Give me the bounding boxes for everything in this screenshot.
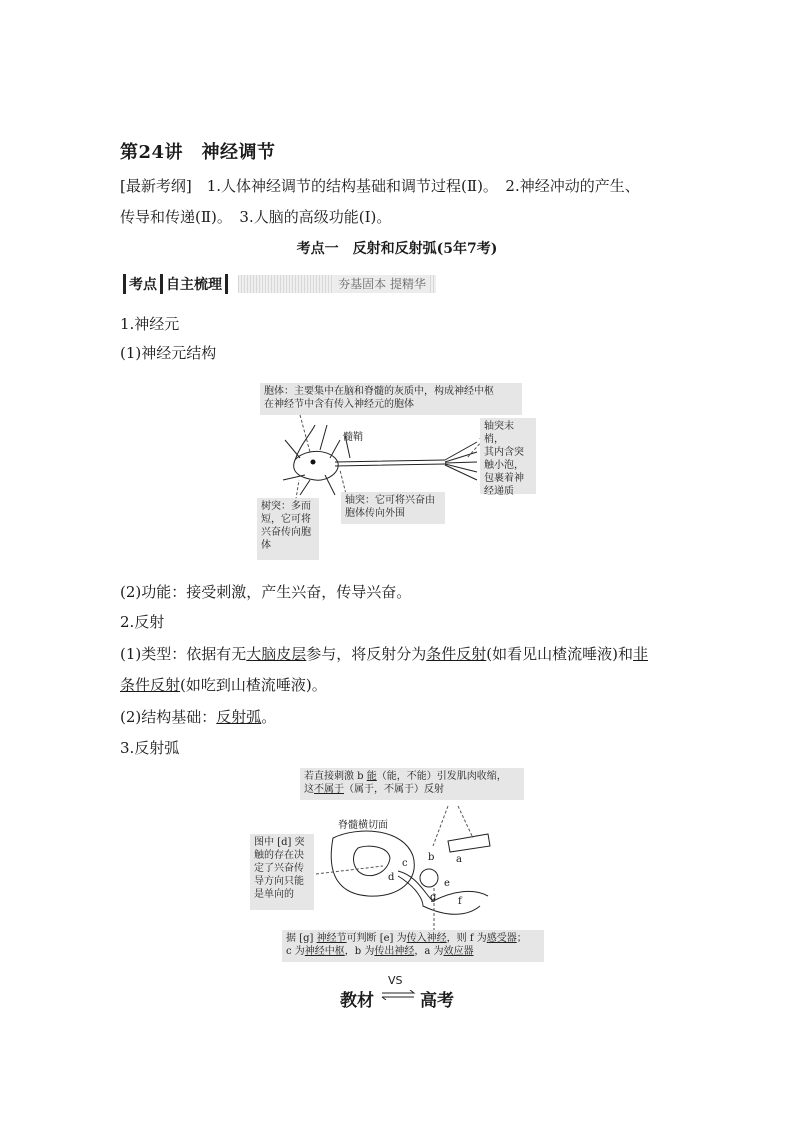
underlined-answer: 条件反射 [120,676,181,694]
letter-e: e [444,878,450,889]
letter-f: f [458,896,462,907]
terminal-line: 轴突末梢， [484,421,514,445]
terminal-line: 经递质 [484,486,514,497]
underlined-answer: 不属于 [314,784,344,795]
s3-heading: 3.反射弧 [120,739,180,757]
section-bar-tag: 夯基固本 提精华 [334,275,430,293]
underlined-answer: 非 [633,645,649,663]
terminal-line: 包裹着神 [484,473,524,484]
axon-box [341,492,445,524]
left-box-line: 是单向的 [254,889,294,900]
letter-c: c [402,858,408,869]
axon-line: 胞体传向外围 [345,508,405,519]
dendrite-box [257,498,319,560]
page-title: 第24讲 神经调节 [120,142,276,163]
text-span: (2)结构基础： [120,708,217,726]
text-span: （能，不能）引发肌肉收缩， [376,771,507,782]
letter-b: b [428,852,435,863]
terminal-line: 触小泡， [484,460,524,471]
letter-a: a [456,854,462,865]
terminal-line: 其内含突 [484,447,524,458]
text-span: 这 [304,784,314,795]
text-span: c 为 [286,946,305,957]
footer-right: 高考 [420,991,454,1011]
left-box-line: 触的存在决 [254,850,304,861]
s1-sub1: (1)神经元结构 [120,344,217,362]
section-heading: 考点一 反射和反射弧(5年7考) [296,241,498,257]
soma-box-line1: 胞体：主要集中在脑和脊髓的灰质中，构成神经中枢 [264,386,494,397]
footer-left: 教材 [340,991,374,1011]
letter-d: d [388,872,395,883]
dendrite-line: 体 [261,540,271,551]
s2-type-line1 [120,644,648,664]
outline-line-2: 传导和传递(Ⅱ)。 3.人脑的高级功能(Ⅰ)。 [120,208,392,226]
underlined-answer: 效应器 [443,946,474,957]
section-bar [120,272,436,296]
s1-function: (2)功能：接受刺激，产生兴奋，传导兴奋。 [120,583,412,601]
left-box-line: 导方向只能 [254,876,304,887]
text-span: 据 [g] [286,933,317,944]
text-span: 可判断 [e] 为 [346,933,407,944]
myelin-label: 髓鞘 [343,432,363,443]
s2-basis [120,707,276,727]
underlined-answer: 能 [366,771,377,782]
underlined-answer: 条件反射 [426,645,487,663]
text-span: 。 [261,708,277,726]
text-span: ，则 f 为 [446,933,487,944]
s2-heading: 2.反射 [120,613,165,631]
underlined-answer: 传入神经 [406,933,447,944]
footer-vs: VS [388,974,403,987]
text-span: ； [516,933,527,944]
underlined-answer: 感受器 [486,933,517,944]
text-span: ，a 为 [414,946,444,957]
s1-heading: 1.神经元 [120,315,180,333]
underlined-answer: 反射弧 [216,708,262,726]
underlined-answer: 神经节 [316,933,347,944]
arc-diagram [248,766,548,966]
arc-left-box [250,834,314,910]
s2-type-line2 [120,675,327,695]
double-arrow-icon [380,990,418,1000]
soma-box-line2: 在神经节中含有传入神经元的胞体 [264,399,414,410]
section-bar-left: 考点 [129,277,157,293]
text-span: 参与，将反射分为 [306,645,427,663]
textbook-vs-exam [340,974,460,1011]
neuron-diagram [255,380,545,560]
text-span: (如吃到山楂流唾液)。 [180,676,327,694]
underlined-answer: 神经中枢 [304,946,345,957]
spinal-section-label: 脊髓横切面 [338,820,388,831]
text-span: (1)类型：依据有无 [120,645,247,663]
left-box-line: 定了兴奋传 [254,863,304,874]
outline-line-1: [最新考纲] 1.人体神经调节的结构基础和调节过程(Ⅱ)。 2.神经冲动的产生、 [120,177,640,195]
terminal-box [480,418,536,497]
dendrite-line: 树突：多而 [261,501,311,512]
section-bar-right: 自主梳理 [166,277,222,293]
text-span: (如看见山楂流唾液)和 [486,645,634,663]
left-box-line: 图中 [d] 突 [254,837,305,848]
text-span: ，b 为 [344,946,375,957]
dendrite-line: 兴奋传向胞 [261,527,311,538]
text-span: 若直接刺激 b [304,771,367,782]
axon-line: 轴突：它可将兴奋由 [345,495,435,506]
underlined-answer: 大脑皮层 [246,645,307,663]
text-span: （属于，不属于）反射 [344,784,444,795]
dendrite-line: 短，它可将 [261,514,311,525]
arc-bottom-box [282,930,544,962]
underlined-answer: 传出神经 [374,946,415,957]
letter-g: g [430,892,437,903]
